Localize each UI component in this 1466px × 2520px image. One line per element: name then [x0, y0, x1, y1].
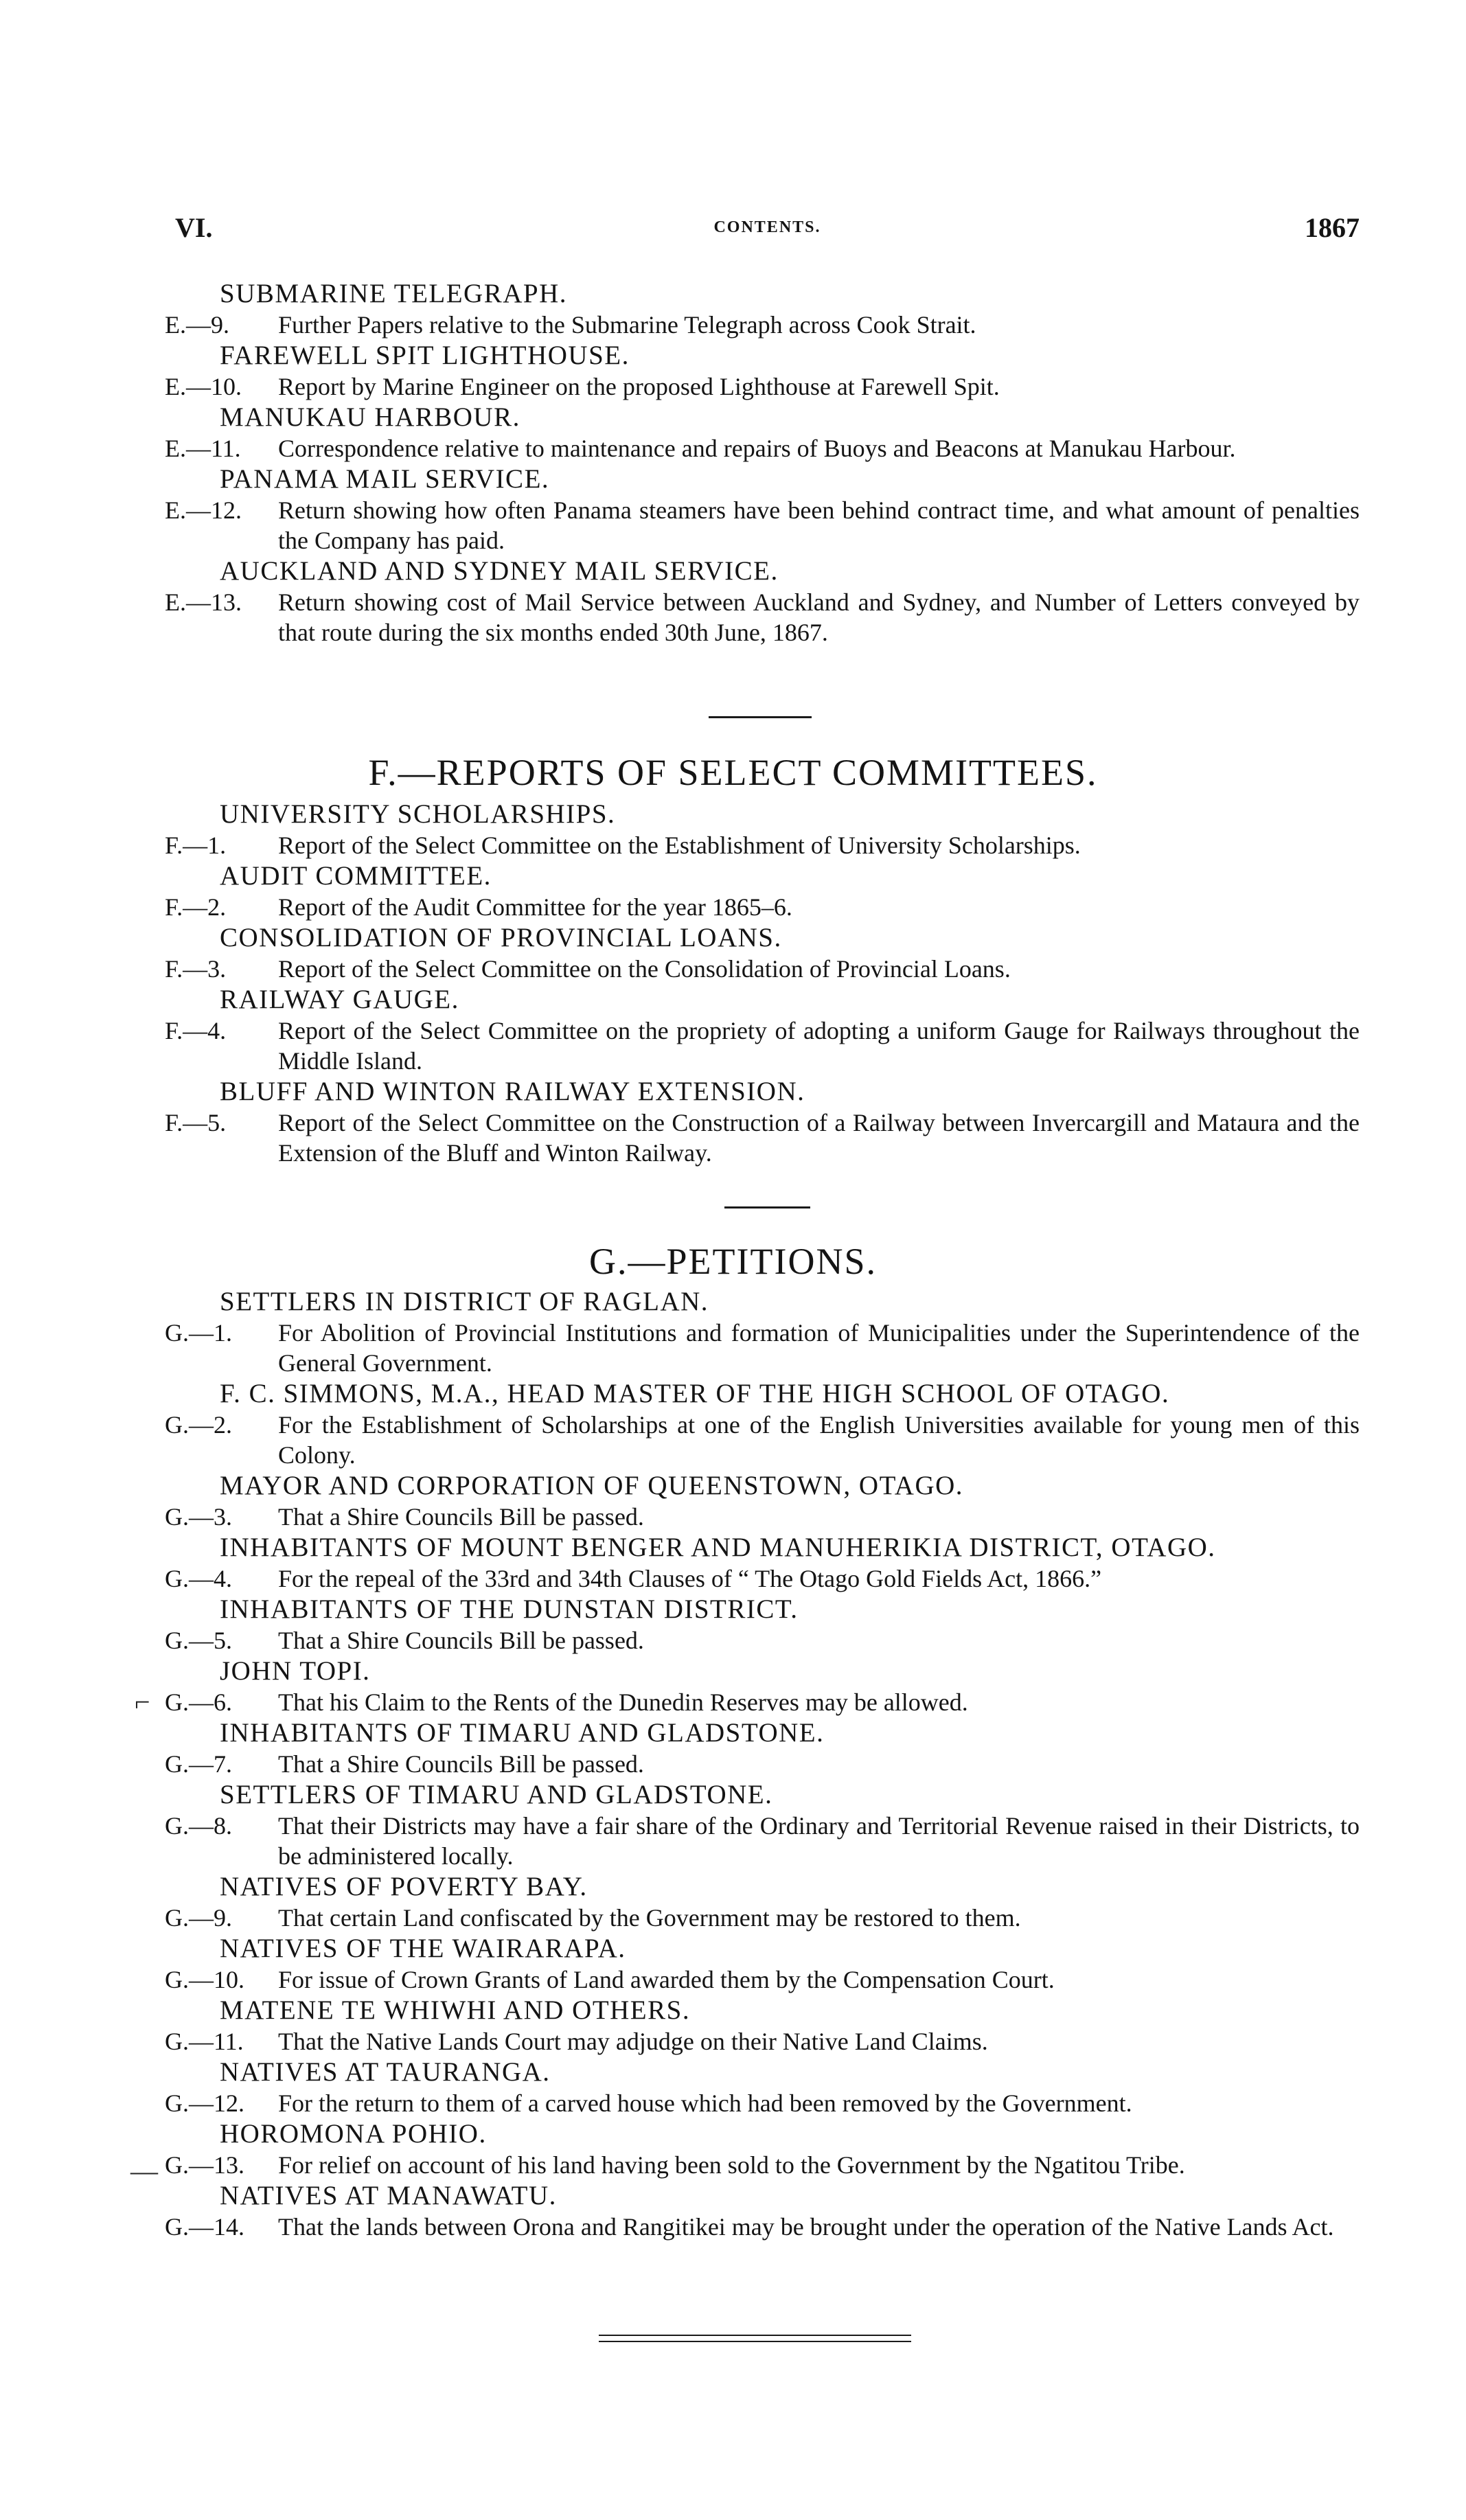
entry-heading: SETTLERS OF TIMARU AND GLADSTONE. — [220, 1780, 773, 1809]
contents-entry — [0, 1076, 1466, 1168]
section-g — [0, 1239, 1466, 2242]
paper-code: F.—2. — [165, 893, 227, 921]
entry-heading: MANUKAU HARBOUR. — [220, 402, 520, 432]
entry-line — [0, 1811, 1466, 1871]
entry-line — [0, 587, 1466, 648]
paper-code: E.—10. — [165, 373, 242, 400]
running-title: CONTENTS. — [713, 218, 821, 236]
entry-line — [0, 1563, 1466, 1594]
entry-line — [0, 2212, 1466, 2242]
entry-line — [0, 1903, 1466, 1933]
paper-description: That certain Land confiscated by the Government may be restored to them. — [278, 1904, 1021, 1932]
contents-entry — [0, 1378, 1466, 1470]
entry-line — [0, 830, 1466, 860]
paper-description: For the Establishment of Scholarships at one of the English Universities available for young men of this Colony. — [278, 1411, 1360, 1469]
entry-heading: BLUFF AND WINTON RAILWAY EXTENSION. — [220, 1077, 805, 1106]
contents-entry — [0, 1871, 1466, 1933]
contents-entry — [0, 2180, 1466, 2242]
margin-mark: — — [130, 2155, 158, 2186]
paper-code: E.—13. — [165, 588, 242, 616]
entry-heading: HOROMONA POHIO. — [220, 2119, 487, 2149]
paper-description: Report of the Audit Committee for the year 1865–6. — [278, 893, 792, 921]
entry-heading: SETTLERS IN DISTRICT OF RAGLAN. — [220, 1287, 709, 1316]
entry-heading: F. C. SIMMONS, M.A., HEAD MASTER OF THE HIGH SCHOOL OF OTAGO. — [220, 1379, 1170, 1408]
contents-entry — [0, 984, 1466, 1076]
paper-description: That the Native Lands Court may adjudge on their Native Land Claims. — [278, 2028, 988, 2055]
section-divider — [709, 716, 812, 718]
paper-description: Report of the Select Committee on the Establishment of University Scholarships. — [278, 832, 1081, 859]
contents-entry — [0, 1779, 1466, 1871]
paper-code: G.—6. — [165, 1688, 232, 1716]
contents-entry — [0, 1995, 1466, 2057]
paper-code: G.—5. — [165, 1627, 232, 1654]
end-rule — [599, 2341, 911, 2342]
paper-description: That his Claim to the Rents of the Dunedin Reserves may be allowed. — [278, 1688, 968, 1716]
paper-code: G.—10. — [165, 1966, 244, 1993]
entry-heading: AUCKLAND AND SYDNEY MAIL SERVICE. — [220, 556, 779, 586]
section-e-list — [0, 278, 1466, 648]
paper-code: G.—7. — [165, 1750, 232, 1778]
paper-code: E.—11. — [165, 435, 241, 462]
paper-description: For Abolition of Provincial Institutions and formation of Municipalities under the Superintendence of the General Government. — [278, 1319, 1360, 1377]
paper-description: That a Shire Councils Bill be passed. — [278, 1503, 644, 1531]
entry-line — [0, 1108, 1466, 1168]
section-f-title: F.—REPORTS OF SELECT COMMITTEES. — [368, 752, 1098, 793]
entry-line — [0, 495, 1466, 555]
margin-mark: ⌐ — [135, 1686, 150, 1717]
contents-entry — [0, 922, 1466, 984]
paper-description: That the lands between Orona and Rangitikei may be brought under the operation of the Native Lands Act. — [278, 2213, 1334, 2241]
entry-line — [0, 1318, 1466, 1378]
entry-line — [0, 1687, 1466, 1717]
paper-code: F.—1. — [165, 832, 227, 859]
paper-code: G.—13. — [165, 2151, 244, 2179]
entry-line — [0, 1965, 1466, 1995]
entry-line — [0, 2088, 1466, 2118]
paper-description: That a Shire Councils Bill be passed. — [278, 1750, 644, 1778]
paper-description: Report of the Select Committee on the Consolidation of Provincial Loans. — [278, 955, 1011, 983]
paper-code: G.—1. — [165, 1319, 232, 1347]
contents-entry — [0, 1470, 1466, 1532]
entry-heading: MAYOR AND CORPORATION OF QUEENSTOWN, OTAGO. — [220, 1471, 964, 1500]
entry-line — [0, 1016, 1466, 1076]
entry-line — [0, 892, 1466, 922]
entry-heading: NATIVES OF POVERTY BAY. — [220, 1872, 588, 1901]
entry-line — [0, 433, 1466, 463]
entry-heading: NATIVES OF THE WAIRARAPA. — [220, 1934, 626, 1963]
section-g-list — [0, 1286, 1466, 2242]
paper-description: That a Shire Councils Bill be passed. — [278, 1627, 644, 1654]
entry-line — [0, 2026, 1466, 2057]
paper-description: For issue of Crown Grants of Land awarded them by the Compensation Court. — [278, 1966, 1055, 1993]
entry-heading: AUDIT COMMITTEE. — [220, 861, 492, 891]
paper-description: That their Districts may have a fair share of the Ordinary and Territorial Revenue raised in their Districts, to be administered locally. — [278, 1812, 1360, 1870]
paper-description: Correspondence relative to maintenance and repairs of Buoys and Beacons at Manukau Harbour. — [278, 435, 1236, 462]
contents-entry — [0, 278, 1466, 340]
paper-description: Further Papers relative to the Submarine Telegraph across Cook Strait. — [278, 311, 976, 339]
entry-line — [0, 954, 1466, 984]
paper-code: G.—11. — [165, 2028, 244, 2055]
contents-entry — [0, 2057, 1466, 2118]
contents-entry — [0, 402, 1466, 463]
entry-line — [0, 310, 1466, 340]
entry-heading: CONSOLIDATION OF PROVINCIAL LOANS. — [220, 923, 782, 952]
entry-heading: INHABITANTS OF TIMARU AND GLADSTONE. — [220, 1718, 825, 1748]
paper-description: Return showing how often Panama steamers have been behind contract time, and what amount of penalties the Company has paid. — [278, 496, 1360, 554]
entry-heading: INHABITANTS OF THE DUNSTAN DISTRICT. — [220, 1594, 799, 1624]
paper-code: E.—12. — [165, 496, 242, 524]
paper-code: F.—4. — [165, 1017, 227, 1044]
entry-line — [0, 371, 1466, 402]
contents-entry — [0, 2118, 1466, 2180]
entry-line — [0, 1749, 1466, 1779]
section-f-list — [0, 799, 1466, 1168]
contents-entry — [0, 1656, 1466, 1717]
page-header — [175, 211, 1360, 253]
paper-code: G.—3. — [165, 1503, 232, 1531]
page-year: 1867 — [1305, 212, 1360, 243]
entry-heading: MATENE TE WHIWHI AND OTHERS. — [220, 1995, 691, 2025]
section-divider — [724, 1206, 810, 1209]
paper-code: G.—8. — [165, 1812, 232, 1840]
contents-entry — [0, 555, 1466, 648]
contents-entry — [0, 1717, 1466, 1779]
entry-heading: UNIVERSITY SCHOLARSHIPS. — [220, 799, 616, 829]
paper-code: F.—5. — [165, 1109, 227, 1136]
contents-entry — [0, 1594, 1466, 1656]
entry-heading: JOHN TOPI. — [220, 1656, 371, 1686]
paper-code: G.—12. — [165, 2089, 244, 2117]
paper-description: For relief on account of his land having been sold to the Government by the Ngatitou Tribe. — [278, 2151, 1185, 2179]
entry-heading: NATIVES AT MANAWATU. — [220, 2181, 557, 2210]
contents-entry — [0, 463, 1466, 555]
paper-code: G.—4. — [165, 1565, 232, 1592]
section-g-title: G.—PETITIONS. — [589, 1241, 877, 1282]
paper-code: E.—9. — [165, 311, 229, 339]
entry-heading: NATIVES AT TAURANGA. — [220, 2057, 551, 2087]
paper-code: G.—2. — [165, 1411, 232, 1439]
paper-description: Report of the Select Committee on the propriety of adopting a uniform Gauge for Railways throughout the Middle Island. — [278, 1017, 1360, 1075]
section-f — [0, 751, 1466, 1168]
entry-heading: PANAMA MAIL SERVICE. — [220, 464, 550, 494]
paper-description: Return showing cost of Mail Service between Auckland and Sydney, and Number of Letters conveyed by that route during the six months ended 30th June, 1867. — [278, 588, 1360, 646]
contents-entry — [0, 1532, 1466, 1594]
entry-line — [0, 1625, 1466, 1656]
paper-description: For the repeal of the 33rd and 34th Clauses of “ The Otago Gold Fields Act, 1866.” — [278, 1565, 1102, 1592]
paper-code: G.—14. — [165, 2213, 244, 2241]
page-section-number: VI. — [175, 212, 213, 243]
end-rule — [599, 2335, 911, 2336]
entry-heading: FAREWELL SPIT LIGHTHOUSE. — [220, 341, 630, 370]
entry-line — [0, 1410, 1466, 1470]
entry-line — [0, 2150, 1466, 2180]
paper-description: For the return to them of a carved house which had been removed by the Government. — [278, 2089, 1132, 2117]
entry-line — [0, 1502, 1466, 1532]
contents-entry — [0, 1286, 1466, 1378]
entry-heading: RAILWAY GAUGE. — [220, 985, 459, 1014]
entry-heading: SUBMARINE TELEGRAPH. — [220, 279, 567, 308]
contents-entry — [0, 860, 1466, 922]
entry-heading: INHABITANTS OF MOUNT BENGER AND MANUHERIKIA DISTRICT, OTAGO. — [220, 1533, 1216, 1562]
paper-description: Report by Marine Engineer on the proposed Lighthouse at Farewell Spit. — [278, 373, 1000, 400]
contents-entry — [0, 1933, 1466, 1995]
paper-code: F.—3. — [165, 955, 227, 983]
contents-entry — [0, 799, 1466, 860]
paper-code: G.—9. — [165, 1904, 232, 1932]
contents-entry — [0, 340, 1466, 402]
paper-description: Report of the Select Committee on the Construction of a Railway between Invercargill and Mataura and the Extension of the Bluff and Winton Railway. — [278, 1109, 1360, 1167]
